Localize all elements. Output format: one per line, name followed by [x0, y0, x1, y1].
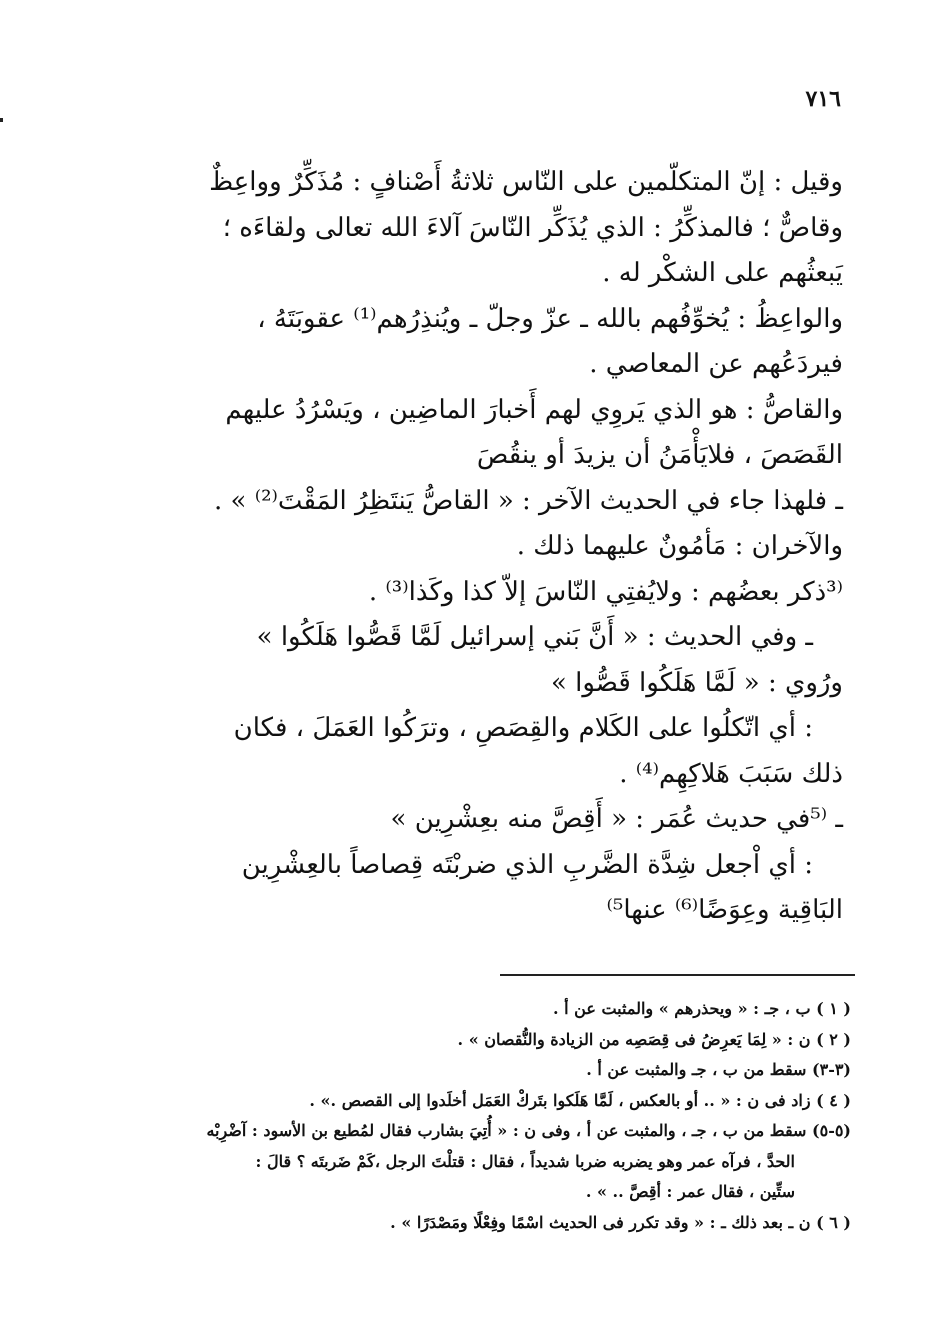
- body-line: : أي اْجعل شِدَّة الضَّربِ الذي ضربْتَه قِصاصاً بالعِشْرِين: [241, 849, 813, 880]
- body-line: ورُوي : « لَمَّا هَلَكُوا قَصُّوا »: [550, 667, 843, 698]
- footnote-line: ( ٢ ) ن : « لِمَا يَعرِضُ فى قِصَصِه من الزيادة والنُّقصان » .: [457, 1029, 851, 1049]
- body-line: ⁽³ذكر بعضُهم : ولايُفتِي النّاسَ إلاّ كذا وكَذا⁽³⁾ .: [368, 576, 843, 607]
- body-line: ـ فلهذا جاء في الحديث الآخر : « القاصُّ يَنتَظِرُ المَقْتَ⁽²⁾ » .: [214, 485, 843, 516]
- body-line: ذلك سَبَبَ هَلاكِهِم⁽⁴⁾ .: [619, 758, 843, 789]
- body-line: : أي اتّكلُوا على الكَلام والقِصَصِ ، وترَكُوا العَمَلَ ، فكان: [233, 713, 813, 743]
- footnote-line: ( ٦ ) ن ـ بعد ذلك ـ : « وقد تكرر فى الحديث اسْمًا وفِعْلًا ومَصْدَرًا » .: [390, 1212, 851, 1232]
- body-line: والقاصُّ : هو الذي يَروِي لهم أَخبارَ الماضِين ، ويَسْرُدُ عليهم: [225, 394, 843, 425]
- footnote-line: ( ٤ ) زاد فى ن : « .. أو بالعكس ، لَمَّا هَلَكوا بتَركْ العَمَل أخلَدوا إلى القصص .» .: [309, 1090, 851, 1110]
- body-line: يَبعثُهم على الشكْر له .: [602, 258, 843, 288]
- body-line: القَصَصَ ، فلايَأْمَنُ أن يزيدَ أو ينقُصَ: [476, 440, 843, 470]
- footnote-line: ستِّين ، فقال عمر : أقِصَّ .. » .: [585, 1182, 795, 1201]
- body-line: وقاصٌّ ؛ فالمذكِّرُ : الذي يُذَكِّر النّاسَ آلاءَ الله تعالى ولقاءَه ؛: [222, 212, 843, 243]
- footnotes: [91, 994, 851, 1238]
- footnote-separator: [500, 974, 855, 976]
- body-line: ـ وفي الحديث : « أَنَّ بَني إسرائيل لَمَّا قَصُّوا هَلَكُوا »: [256, 622, 813, 652]
- body-line: والواعِظُ : يُخوِّفُهم بالله ـ عزّ وجلّ ـ ويُنذِرُهم⁽¹⁾ عقوبَتَهُ ،: [257, 303, 843, 334]
- footnote-line: (٣-٣) سقط من ب ، جـ والمثبت عن أ .: [586, 1060, 851, 1079]
- body-line: والآخران : مَأمُونٌ عليهما ذلك .: [516, 531, 843, 561]
- page-number: ٧١٦: [805, 86, 841, 112]
- footnote-line: الحدَّ ، فرآه عمر وهو يضربه ضربا شديداً ، فقال : قتلْتَ الرجل ،كَمْ ضَربتَه ؟ قالَ :: [255, 1151, 795, 1171]
- main-text: [101, 160, 843, 934]
- footnote-line: (٥-٥) سقط من ب ، جـ ، والمثبت عن أ ، وفى ن : « أُتِيَ بشارب فقال لمُطيع بن الأسود : آضْرِبْه: [206, 1121, 851, 1140]
- body-line: فيردَعُهم عن المعاصي .: [589, 349, 843, 379]
- footnote-line: ( ١ ) ب ، جـ : « ويحذرهم » والمثبت عن أ .: [553, 999, 851, 1018]
- body-line: ـ ⁽⁵في حديث عُمَر : « أَقِصَّ منه بعِشْرِين »: [390, 804, 843, 834]
- scan-speck: [0, 118, 3, 122]
- body-line: وقيل : إنّ المتكلّمين على النّاس ثلاثةُ أَصْنافٍ : مُذَكِّرٌ وواعِظٌ: [209, 167, 843, 197]
- body-line: البَاقِية وعِوَضًا⁽⁶⁾ عنها⁵⁾: [606, 895, 843, 925]
